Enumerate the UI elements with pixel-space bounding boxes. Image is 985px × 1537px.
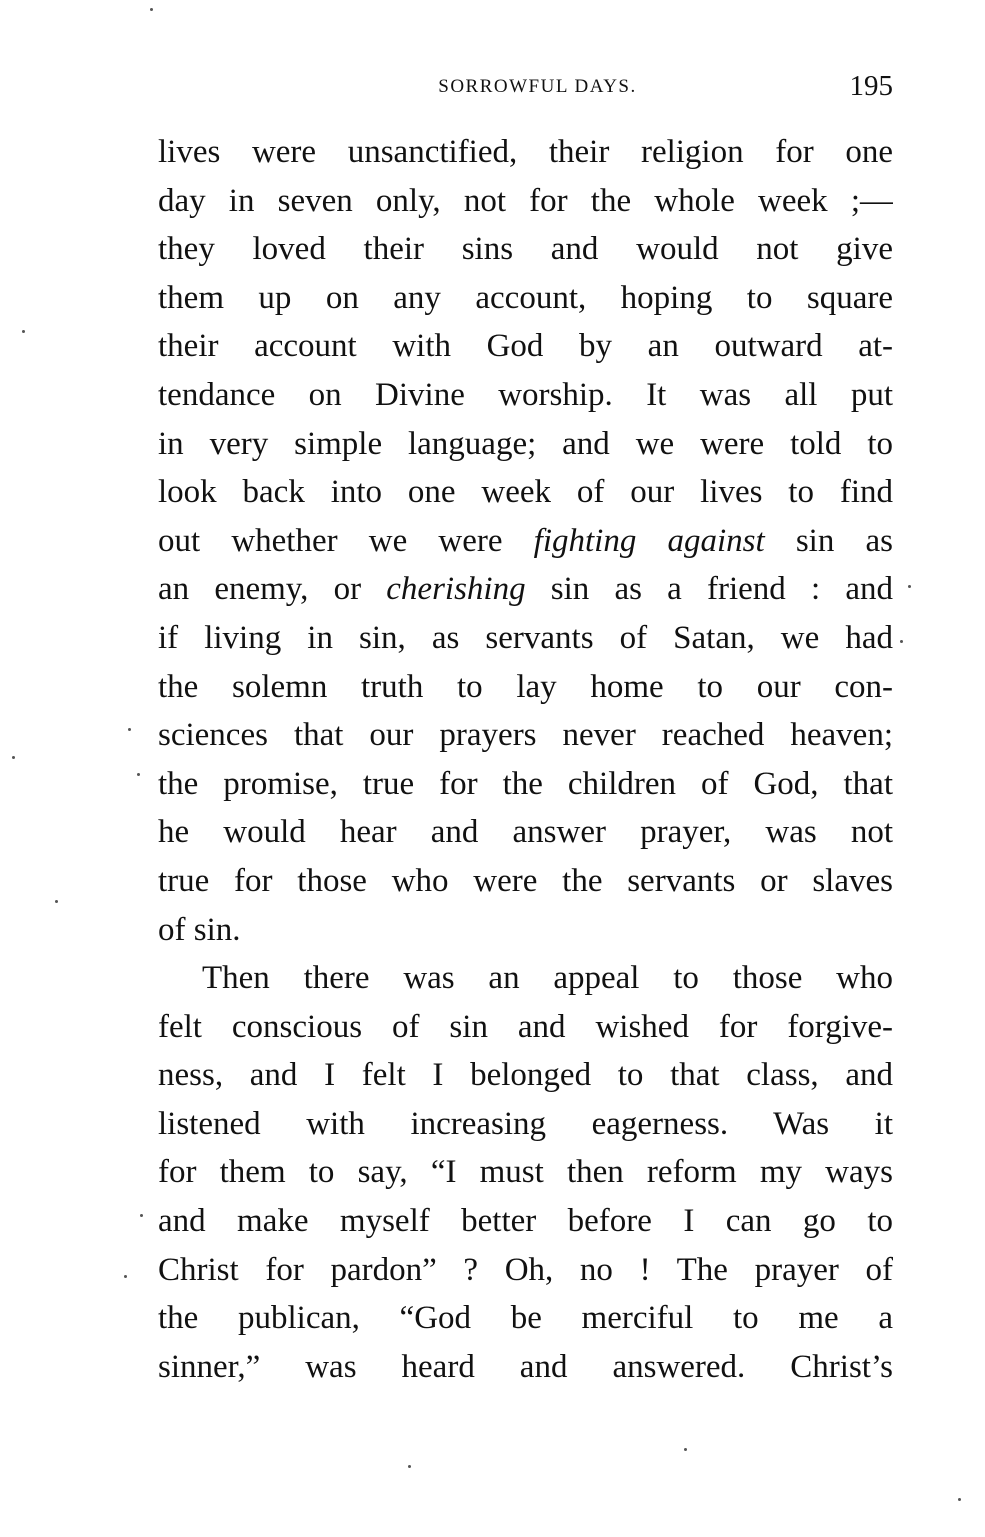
scan-speck xyxy=(55,900,58,903)
text-line xyxy=(158,177,893,226)
italic-phrase: cherishing xyxy=(386,571,526,608)
text-run: if living in sin, as servants of Satan, we had xyxy=(158,619,893,656)
text-run: lives were unsanctified, their religion for one xyxy=(158,134,893,170)
paragraph xyxy=(158,128,893,954)
text-line xyxy=(158,808,893,857)
text-line xyxy=(158,1003,893,1052)
text-run: sinner,” was heard and answered. Christ’s xyxy=(158,1348,893,1385)
text-run: felt conscious of sin and wished for forgive- xyxy=(158,1008,893,1045)
text-line xyxy=(158,614,893,663)
italic-phrase: fighting against xyxy=(533,522,765,559)
scan-speck xyxy=(150,8,153,11)
text-run: Then there was an appeal to those who xyxy=(202,960,893,997)
text-line xyxy=(158,468,893,517)
text-line xyxy=(158,1294,893,1343)
text-run: and make myself better before I can go to xyxy=(158,1203,893,1240)
text-line xyxy=(158,1051,893,1100)
text-line xyxy=(158,225,893,274)
text-line xyxy=(158,663,893,712)
text-run: an enemy, or xyxy=(158,571,387,608)
text-line xyxy=(158,565,893,614)
text-run: the solemn truth to lay home to our con- xyxy=(158,668,893,705)
text-line xyxy=(158,517,893,566)
text-line xyxy=(158,760,893,809)
text-run: of sin. xyxy=(158,911,241,948)
text-line xyxy=(158,128,893,177)
text-run: sin as a friend : and xyxy=(525,571,893,608)
text-run: for them to say, “I must then reform my ways xyxy=(158,1154,893,1191)
text-run: day in seven only, not for the whole week ;— xyxy=(158,182,893,219)
text-line xyxy=(158,857,893,906)
scan-speck xyxy=(958,1498,961,1501)
text-line xyxy=(158,954,893,1003)
paragraph xyxy=(158,954,893,1391)
page-header xyxy=(158,70,893,110)
text-run: their account with God by an outward at- xyxy=(158,328,893,365)
text-line xyxy=(158,420,893,469)
text-line xyxy=(158,322,893,371)
text-line xyxy=(158,1197,893,1246)
scan-speck xyxy=(124,1275,127,1278)
text-run: look back into one week of our lives to find xyxy=(158,474,893,511)
text-run: listened with increasing eagerness. Was it xyxy=(158,1105,893,1142)
text-line xyxy=(158,371,893,420)
text-run: sin as xyxy=(764,522,893,559)
text-run: in very simple language; and we were told to xyxy=(158,425,893,462)
text-run: the publican, “God be merciful to me a xyxy=(158,1300,893,1337)
text-run: Christ for pardon” ? Oh, no ! The prayer of xyxy=(158,1251,893,1288)
text-line xyxy=(158,1246,893,1295)
page-number: 195 xyxy=(849,70,893,102)
running-title: SORROWFUL DAYS. xyxy=(438,76,637,97)
text-run: out whether we were xyxy=(158,522,534,559)
scan-speck xyxy=(408,1465,411,1468)
scan-speck xyxy=(908,585,911,588)
scan-speck xyxy=(900,640,903,643)
scan-speck xyxy=(140,1214,143,1217)
text-run: tendance on Divine worship. It was all put xyxy=(158,376,893,413)
text-line xyxy=(158,711,893,760)
text-run: the promise, true for the children of God, that xyxy=(158,765,893,802)
text-run: them up on any account, hoping to square xyxy=(158,279,893,316)
body-text xyxy=(158,128,893,1391)
scan-speck xyxy=(22,330,25,333)
text-run: sciences that our prayers never reached heaven; xyxy=(158,717,893,754)
text-line xyxy=(158,906,893,955)
scan-speck xyxy=(128,728,131,731)
scan-speck xyxy=(137,773,140,776)
text-line xyxy=(158,274,893,323)
text-line xyxy=(158,1148,893,1197)
scan-speck xyxy=(684,1448,687,1451)
text-line xyxy=(158,1100,893,1149)
text-run: ness, and I felt I belonged to that class, and xyxy=(158,1057,893,1094)
text-line xyxy=(158,1343,893,1392)
text-run: he would hear and answer prayer, was not xyxy=(158,814,893,851)
text-run: true for those who were the servants or slaves xyxy=(158,862,893,899)
text-run: they loved their sins and would not give xyxy=(158,231,893,268)
scan-speck xyxy=(12,756,15,759)
